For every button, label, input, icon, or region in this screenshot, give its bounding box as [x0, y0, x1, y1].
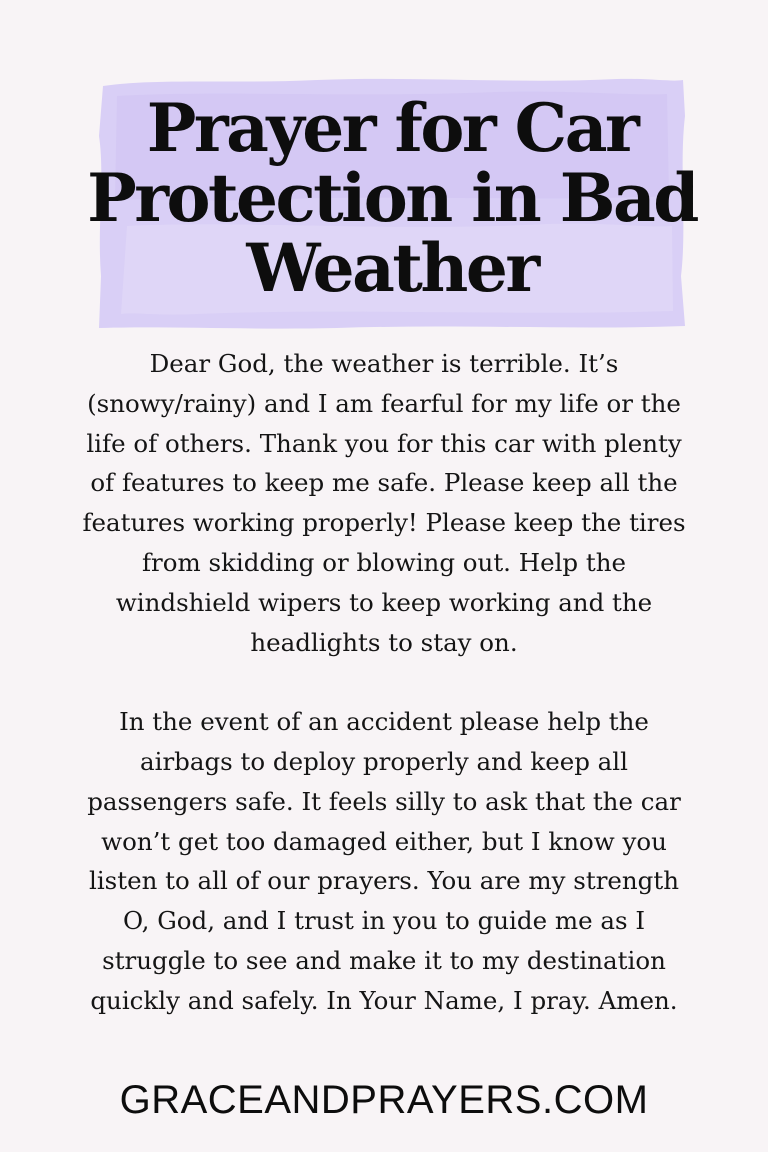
prayer-paragraph: Dear God, the weather is terrible. It’s (snowy/rainy) and I am fearful for my life or the life of others. Thank you for this car with plenty of features to keep me safe. Please keep all the features working properly! Please keep the tires from skidding or blowing out. Help the windshield wipers to keep working and the headlights to stay on.	[82, 349, 686, 657]
prayer-body	[80, 344, 688, 1021]
title-block	[87, 76, 697, 330]
site-watermark: GRACEANDPRAYERS.COM	[119, 1078, 649, 1122]
page-title: Prayer for Car Protection in Bad Weather	[87, 89, 697, 307]
prayer-paragraph: In the event of an accident please help the airbags to deploy properly and keep all passengers safe. It feels silly to ask that the car won’t get too damaged either, but I know you listen to all of our prayers. You are my strength O, God, and I trust in you to guide me as I struggle to see and make it to my destination quickly and safely. In Your Name, I pray. Amen.	[87, 707, 681, 1015]
